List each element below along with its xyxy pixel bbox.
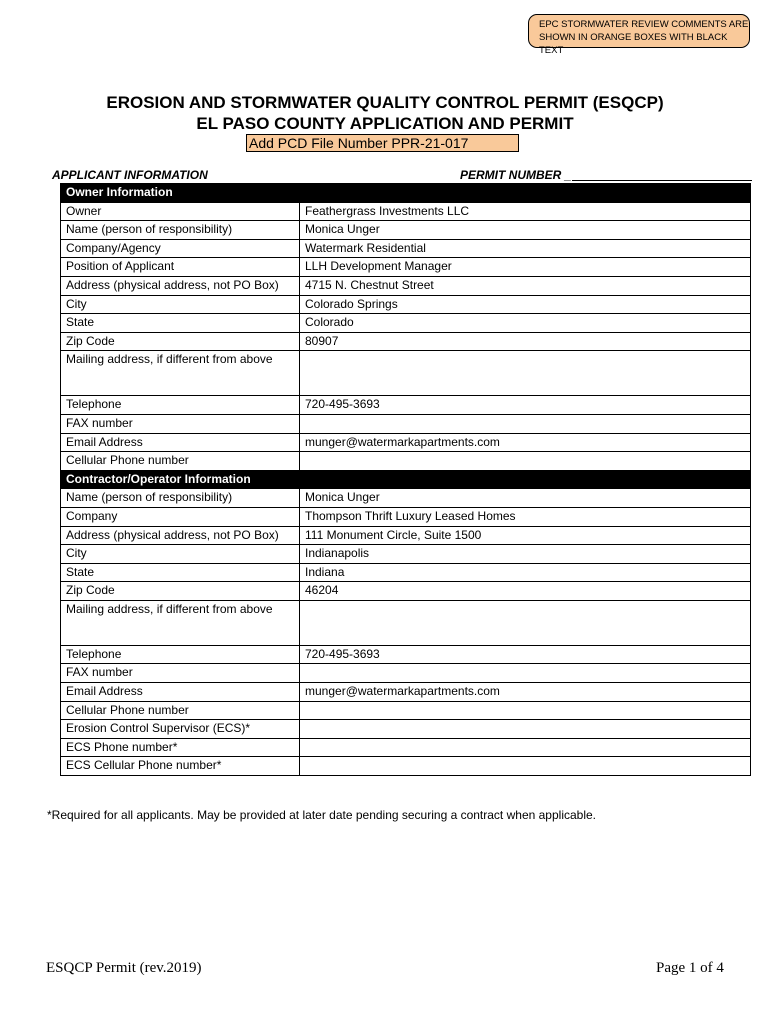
permit-number-field[interactable] <box>572 180 752 181</box>
table-row <box>61 396 751 415</box>
field-label: Zip Code <box>61 582 300 601</box>
field-value[interactable] <box>300 452 751 471</box>
required-footnote: *Required for all applicants. May be provided at later date pending securing a contract when applicable. <box>47 808 596 822</box>
field-value[interactable] <box>300 720 751 739</box>
field-label: Zip Code <box>61 332 300 351</box>
table-row <box>61 314 751 333</box>
footer-form-revision: ESQCP Permit (rev.2019) <box>46 960 202 976</box>
field-label: Cellular Phone number <box>61 452 300 471</box>
table-row <box>61 526 751 545</box>
table-row <box>61 701 751 720</box>
table-row <box>61 351 751 396</box>
pcd-file-number-comment: Add PCD File Number PPR-21-017 <box>246 134 519 152</box>
applicant-form-table <box>60 183 751 776</box>
document-subtitle: EL PASO COUNTY APPLICATION AND PERMIT <box>196 114 574 133</box>
field-value[interactable]: Colorado Springs <box>300 295 751 314</box>
table-row <box>61 239 751 258</box>
field-value[interactable]: Feathergrass Investments LLC <box>300 202 751 221</box>
table-row <box>61 664 751 683</box>
table-row <box>61 645 751 664</box>
table-row <box>61 276 751 295</box>
field-value[interactable]: 80907 <box>300 332 751 351</box>
table-row <box>61 202 751 221</box>
table-row <box>61 757 751 776</box>
table-row <box>61 738 751 757</box>
owner-header-label: Owner Information <box>61 184 300 203</box>
table-row <box>61 452 751 471</box>
table-row <box>61 600 751 645</box>
field-label: ECS Phone number* <box>61 738 300 757</box>
field-value[interactable]: Colorado <box>300 314 751 333</box>
field-value[interactable]: 46204 <box>300 582 751 601</box>
contractor-section-header <box>61 470 751 489</box>
field-value[interactable] <box>300 664 751 683</box>
field-value[interactable]: Indiana <box>300 563 751 582</box>
contractor-header-label: Contractor/Operator Information <box>61 470 300 489</box>
field-label: City <box>61 295 300 314</box>
table-row <box>61 563 751 582</box>
field-value[interactable]: Monica Unger <box>300 489 751 508</box>
field-label: Erosion Control Supervisor (ECS)* <box>61 720 300 739</box>
field-label: FAX number <box>61 664 300 683</box>
field-value[interactable] <box>300 738 751 757</box>
table-row <box>61 295 751 314</box>
note-line-2: SHOWN IN ORANGE BOXES WITH BLACK TEXT <box>539 32 728 56</box>
field-label: State <box>61 314 300 333</box>
field-value[interactable]: Thompson Thrift Luxury Leased Homes <box>300 507 751 526</box>
field-value[interactable] <box>300 701 751 720</box>
field-value[interactable]: 720-495-3693 <box>300 645 751 664</box>
field-value[interactable]: munger@watermarkapartments.com <box>300 683 751 702</box>
field-label: Email Address <box>61 683 300 702</box>
field-label: Telephone <box>61 396 300 415</box>
field-label: Mailing address, if different from above <box>61 351 300 396</box>
field-label: Email Address <box>61 433 300 452</box>
field-label: ECS Cellular Phone number* <box>61 757 300 776</box>
footer-page-number: Page 1 of 4 <box>656 960 724 976</box>
field-value[interactable]: 111 Monument Circle, Suite 1500 <box>300 526 751 545</box>
owner-section-header <box>61 184 751 203</box>
field-value[interactable] <box>300 414 751 433</box>
field-label: Company <box>61 507 300 526</box>
table-row <box>61 683 751 702</box>
field-label: State <box>61 563 300 582</box>
field-value[interactable]: Indianapolis <box>300 545 751 564</box>
field-label: Company/Agency <box>61 239 300 258</box>
field-label: Address (physical address, not PO Box) <box>61 276 300 295</box>
field-label: Address (physical address, not PO Box) <box>61 526 300 545</box>
table-row <box>61 258 751 277</box>
permit-number-label: PERMIT NUMBER _ <box>460 168 572 182</box>
table-row <box>61 489 751 508</box>
field-value[interactable]: Watermark Residential <box>300 239 751 258</box>
field-label: Telephone <box>61 645 300 664</box>
review-comment-note <box>528 14 750 56</box>
field-label: Owner <box>61 202 300 221</box>
field-value[interactable] <box>300 351 751 396</box>
field-value[interactable]: 4715 N. Chestnut Street <box>300 276 751 295</box>
field-value[interactable]: 720-495-3693 <box>300 396 751 415</box>
field-label: Mailing address, if different from above <box>61 600 300 645</box>
field-label: FAX number <box>61 414 300 433</box>
document-title: EROSION AND STORMWATER QUALITY CONTROL PERMIT (ESQCP) <box>106 93 664 112</box>
note-line-1: EPC STORMWATER REVIEW COMMENTS ARE <box>539 19 749 30</box>
field-value[interactable]: Monica Unger <box>300 221 751 240</box>
table-row <box>61 582 751 601</box>
field-label: City <box>61 545 300 564</box>
field-label: Name (person of responsibility) <box>61 221 300 240</box>
field-value[interactable]: munger@watermarkapartments.com <box>300 433 751 452</box>
table-row <box>61 332 751 351</box>
table-row <box>61 720 751 739</box>
table-row <box>61 221 751 240</box>
field-label: Cellular Phone number <box>61 701 300 720</box>
field-value[interactable] <box>300 600 751 645</box>
table-row <box>61 414 751 433</box>
applicant-information-label: APPLICANT INFORMATION <box>52 168 208 182</box>
field-label: Position of Applicant <box>61 258 300 277</box>
field-value[interactable] <box>300 757 751 776</box>
field-label: Name (person of responsibility) <box>61 489 300 508</box>
table-row <box>61 507 751 526</box>
field-value[interactable]: LLH Development Manager <box>300 258 751 277</box>
table-row <box>61 433 751 452</box>
table-row <box>61 545 751 564</box>
